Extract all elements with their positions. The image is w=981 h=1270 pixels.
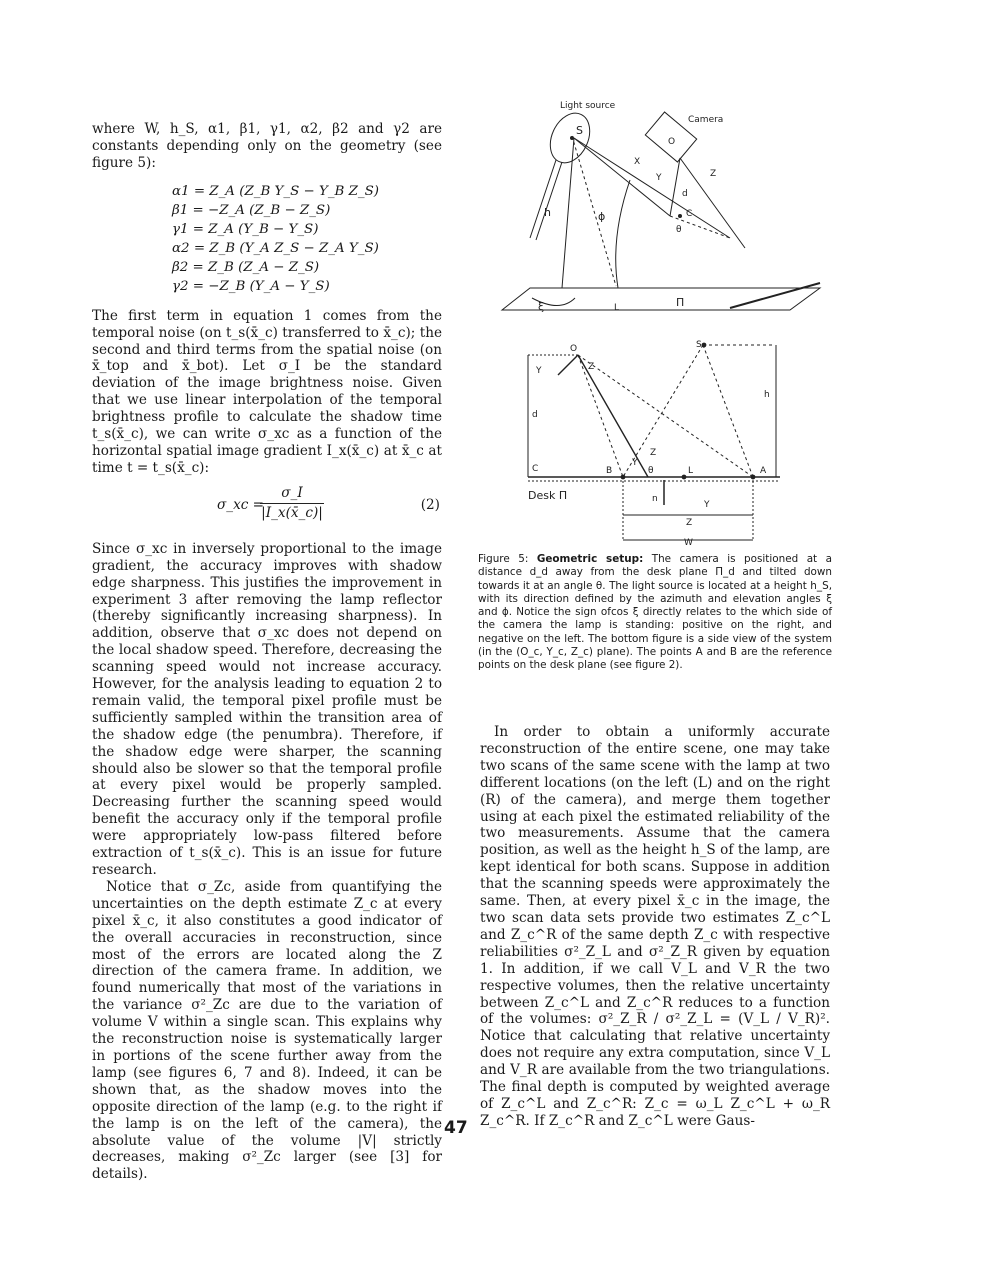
- equation-2: [92, 485, 442, 529]
- paragraph-variance: Notice that σ_Zc, aside from quantifying the uncertainties on the depth estimate Z_c at every pixel x̄_c, it also constitutes a good indicator of the overall accuracies in reconstruction, since most of the errors are located along the Z direction of the camera frame. In addition, we found numerically that most of the variations in the variance σ²_Zc are due to the variation of volume V within a single scan. This explains why the reconstruction noise is systematically larger in portions of the scene further away from the lamp (see figures 6, 7 and 8). Indeed, it can be shown that, as the shadow moves into the opposite direction of the lamp (e.g. to the right if the lamp is on the left of the camera), the absolute value of the volume |V| strictly decreases, making σ²_Zc larger (see [3] for details).: [92, 878, 442, 1183]
- label-a: A: [760, 466, 767, 476]
- figure-5-bottom-diagram: [518, 335, 788, 547]
- label-yc: Y: [656, 173, 662, 183]
- equation-2-number: (2): [420, 496, 440, 513]
- point-a: [751, 475, 756, 480]
- label-c-bottom: C: [532, 464, 539, 474]
- label-light-source: Light source: [560, 101, 616, 111]
- desk-plane: [502, 288, 820, 310]
- label-camera: Camera: [688, 115, 724, 125]
- label-l: L: [614, 303, 620, 313]
- paragraph-two-scans: In order to obtain a uniformly accurate reconstruction of the entire scene, one may take two scans of the same scene with the lamp at two different locations (on the left (L) and on the right (R) of the camera), and merge them together using at each pixel the estimated reliability of the two measurements. Assume that the camera position, as well as the height h_S of the lamp, are kept identical for both scans. Suppose in addition that the scanning speeds were approximately the same. Then, at every pixel x̄_c in the image, the two scan data sets provide two estimates Z_c^L and Z_c^R of the same depth Z_c with respective reliabilities σ²_Z_L and σ²_Z_R given by equation 1. In addition, if we call V_L and V_R the two respective volumes, then the relative uncertainty between Z_c^L and Z_c^R reduces to a function of the volumes: σ²_Z_R / σ²_Z_L = (V_L / V_R)². Notice that calculating that relative uncertainty does not require any extra computation, since V_L and V_R are available from the two triangulations. The final depth is computed by weighted average of Z_c^L and Z_c^R: Z_c = ω_L Z_c^L + ω_R Z_c^R. If Z_c^R and Z_c^L were Gaus-: [480, 724, 830, 1129]
- equation-beta1: β1 = −Z_A (Z_B − Z_S): [172, 202, 331, 218]
- constants-equations: [172, 182, 442, 296]
- equation-alpha2: α2 = Z_B (Y_A Z_S − Z_A Y_S): [172, 240, 379, 256]
- left-column: [92, 121, 442, 1183]
- equation-2-fraction: [260, 485, 324, 522]
- label-theta-bottom: θ: [648, 466, 654, 476]
- paragraph-temporal-noise: The first term in equation 1 comes from the temporal noise (on t_s(x̄_c) transferred to x̄_c); the second and third terms from the spatial noise (on x̄_top and x̄_bot). Let σ_I be the standard deviation of the image brightness noise. Given that we use linear interpolation of the temporal brightness profile to calculate the shadow time t_s(x̄_c), we can write σ_xc as a function of the horizontal spatial image gradient I_x(x̄_c) at x̄_c at time t = t_s(x̄_c):: [92, 307, 442, 476]
- equation-beta2: β2 = Z_B (Z_A − Z_S): [172, 259, 320, 275]
- label-yc-bottom: Y: [536, 366, 542, 376]
- point-s: [570, 136, 574, 140]
- label-s: S: [576, 124, 583, 137]
- equation-alpha1: α1 = Z_A (Z_B Y_S − Y_B Z_S): [172, 183, 380, 199]
- figure-5-caption: [478, 553, 832, 673]
- point-s-bottom: [702, 343, 707, 348]
- label-hs: h: [544, 206, 551, 219]
- label-nd: n: [652, 494, 658, 504]
- label-zc-bottom: Z: [588, 362, 595, 372]
- label-l-bottom: L: [688, 466, 694, 476]
- intro-paragraph: where W, h_S, α1, β1, γ1, α2, β2 and γ2 are constants depending only on the geometry (see figure 5):: [92, 121, 442, 171]
- equation-gamma2: γ2 = −Z_B (Y_A − Y_S): [172, 278, 330, 294]
- point-c: [678, 214, 682, 218]
- label-theta: θ: [676, 225, 682, 235]
- page-number: 47: [444, 1118, 468, 1138]
- label-zb: Z: [650, 448, 657, 458]
- label-za: Z: [686, 518, 693, 528]
- caption-title: Geometric setup:: [536, 553, 644, 565]
- label-xi: ξ: [538, 300, 545, 313]
- label-w: W: [684, 538, 693, 547]
- label-hs-bottom: h: [764, 390, 770, 400]
- right-column: [480, 724, 830, 1130]
- equation-2-denominator: |I_x(x̄_c)|: [261, 504, 323, 521]
- label-yb: Y: [632, 458, 638, 468]
- label-oc: O: [668, 137, 676, 147]
- label-s-bottom: S: [696, 340, 702, 350]
- label-c: C: [686, 209, 693, 219]
- caption-text: The camera is positioned at a distance d_d away from the desk plane Π_d and tilted down towards it at an angle θ. The light source is located at a height h_S, with its direction defined by the azimuth and elevation angles ξ and ϕ. Notice the sign ofcos ξ directly relates to the which side of the camera the lamp is standing: positive on the right, and negative on the left. The bottom figure is a side view of the system (in the (O_c, Y_c, Z_c) plane). The points A and B are the reference points on the desk plane (see figure 2).: [478, 553, 832, 672]
- label-desk: Desk Π: [528, 489, 568, 502]
- label-pid: Π: [676, 296, 685, 309]
- label-dd-bottom: d: [532, 410, 538, 420]
- equation-2-numerator: σ_I: [260, 485, 324, 504]
- label-b: B: [606, 466, 613, 476]
- label-xc: X: [634, 157, 641, 167]
- label-dd: d: [682, 189, 688, 199]
- label-zc: Z: [710, 169, 717, 179]
- point-l: [682, 475, 687, 480]
- point-b: [621, 475, 626, 480]
- label-phi: ϕ: [598, 210, 606, 223]
- caption-label: Figure 5:: [478, 553, 529, 565]
- figure-5-top-diagram: [490, 98, 830, 326]
- label-ya: Y: [704, 500, 710, 510]
- label-oc-bottom: O: [570, 344, 578, 354]
- equation-gamma1: γ1 = Z_A (Y_B − Y_S): [172, 221, 319, 237]
- paragraph-gradient: Since σ_xc in inversely proportional to the image gradient, the accuracy improves with shadow edge sharpness. This justifies the improvement in experiment 3 after removing the lamp reflector (thereby significantly increasing sharpness). In addition, observe that σ_xc does not depend on the local shadow speed. Therefore, decreasing the scanning speed would not increase accuracy. However, for the analysis leading to equation 2 to remain valid, the temporal pixel profile must be sufficiently sampled within the transition area of the shadow edge (the penumbra). Therefore, if the shadow edge were sharper, the scanning should also be slower so that the temporal profile at every pixel would be properly sampled. Decreasing further the scanning speed would benefit the accuracy only if the temporal profile were appropriately low-pass filtered before extraction of t_s(x̄_c). This is an issue for future research.: [92, 540, 442, 878]
- equation-2-lhs: σ_xc =: [217, 496, 265, 513]
